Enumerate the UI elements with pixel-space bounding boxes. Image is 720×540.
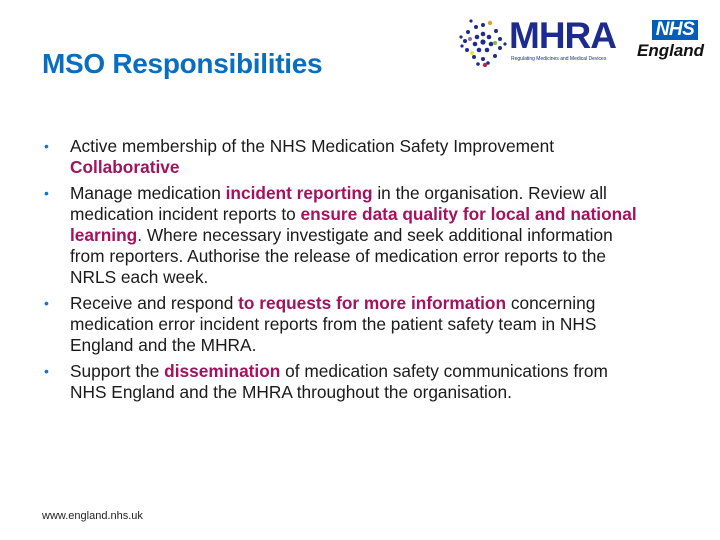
bullet-text: Active membership of the NHS Medication Safety Improvement — [70, 136, 555, 156]
header-logos — [455, 14, 715, 74]
highlighted-text: ensure data quality for local and national learning — [70, 204, 637, 245]
bullet-text: in the organisation. Review all medication incident reports to — [70, 183, 607, 224]
highlighted-text: to requests for more information — [238, 293, 507, 313]
highlighted-text: Collaborative — [70, 157, 180, 177]
bullet-item — [44, 183, 644, 288]
bullet-text: . Where necessary investigate and seek additional information from reporters. Authorise the release of medication error reports to the NRLS each week. — [70, 225, 613, 287]
bullet-icon: • — [44, 363, 49, 379]
bullet-item — [44, 361, 644, 403]
slide-title: MSO Responsibilities — [42, 48, 323, 79]
highlighted-text: dissemination — [164, 361, 281, 381]
bullet-icon: • — [44, 138, 49, 154]
bullet-text: of medication safety communications from NHS England and the MHRA throughout the organisation. — [70, 361, 608, 402]
bullet-text: Support the — [70, 361, 165, 381]
bullet-list — [44, 136, 644, 408]
bullet-item — [44, 293, 644, 356]
bullet-text: concerning medication error incident reports from the patient safety team in NHS England and the MHRA. — [70, 293, 597, 355]
nhs-logo: NHS — [652, 20, 698, 40]
footer-url: www.england.nhs.uk — [42, 510, 143, 522]
nhs-england-text: England — [637, 41, 705, 60]
bullet-icon: • — [44, 185, 49, 201]
mhra-tagline: Regulating Medicines and Medical Devices — [511, 56, 607, 62]
mhra-logo-text: MHRA — [509, 15, 616, 56]
mhra-dots-icon — [458, 17, 508, 67]
highlighted-text: incident reporting — [225, 183, 373, 203]
bullet-icon: • — [44, 295, 49, 311]
bullet-text: Manage medication — [70, 183, 226, 203]
bullet-item — [44, 136, 644, 178]
bullet-text: Receive and respond — [70, 293, 239, 313]
